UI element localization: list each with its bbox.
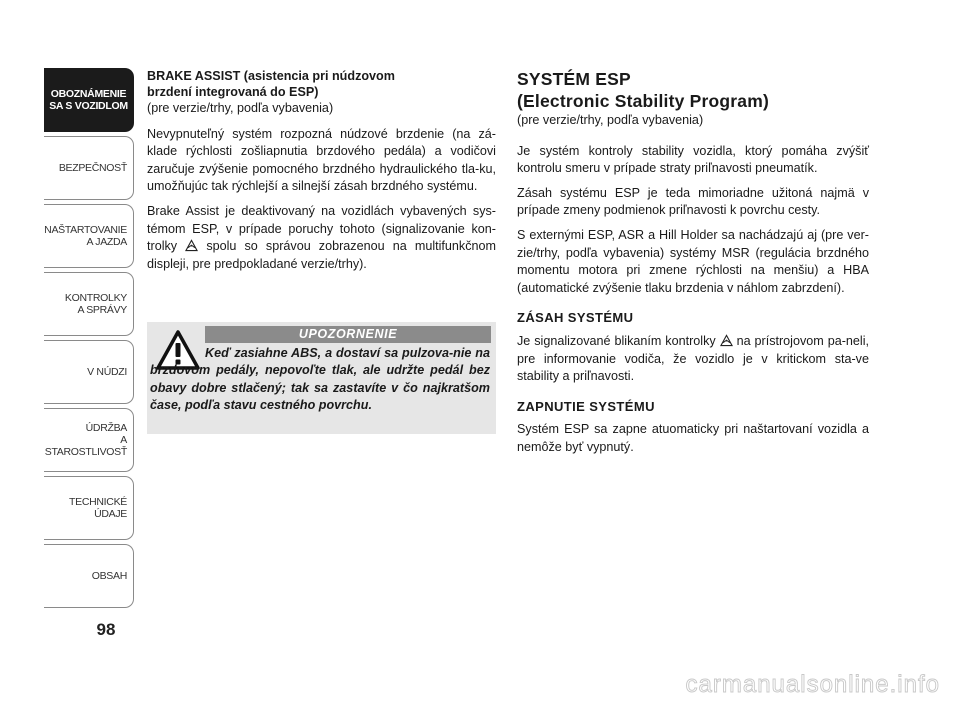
esp-paragraph-2: Zásah systému ESP je teda mimoriadne užitoná najmä v prípade zmeny podmienok priľnavosti k povrchu cesty.	[517, 185, 869, 218]
brake-assist-heading-line1: BRAKE ASSIST (asistencia pri núdzovom	[147, 69, 395, 83]
tab-label: ÚDRŽBA A STAROSTLIVOSŤ	[44, 422, 127, 458]
tab-label: NAŠTARTOVANIE A JAZDA	[44, 224, 127, 248]
tab-label: V NÚDZI	[87, 366, 127, 378]
watermark-text: carmanualsonline.info	[685, 671, 940, 698]
esp-note: (pre verzie/trhy, podľa vybavenia)	[517, 113, 704, 127]
section-text-zasah	[517, 333, 869, 386]
brake-assist-heading-line2: brzdení integrovaná do ESP)	[147, 85, 319, 99]
brake-assist-paragraph-2	[147, 203, 496, 273]
tab-technicke[interactable]	[44, 476, 134, 540]
paragraph-text: Je signalizované blikaním kontrolky	[517, 333, 716, 348]
brake-assist-paragraph-1: Nevypnuteľný systém rozpozná núdzové brzdenie (na zá-klade rýchlosti zošliapnutia brzdového pedála) a vodičovi zaručuje zvýšenie pomocného brzdného hydraulického tla-ku, umožňujúc tak rýchlejší a silnejší zásah brzdného systému.	[147, 126, 496, 194]
left-column	[147, 68, 496, 280]
esp-warning-light-icon	[185, 239, 198, 252]
right-column	[517, 68, 869, 464]
paragraph-text: spolu so správou zobrazenou na multifunkčnom displeji, pre predpokladané verzie/trhy).	[147, 239, 497, 271]
section-title-zasah: ZÁSAH SYSTÉMU	[517, 310, 634, 326]
paragraph-text: Brake Assist je deaktivovaný na vozidlách vybavených sys-témom ESP, v prípade poruchy tohoto (signalizovanie kon-trolky	[147, 203, 496, 254]
tab-nastartovanie[interactable]	[44, 204, 134, 268]
esp-title-line1: SYSTÉM ESP	[517, 69, 631, 89]
esp-warning-light-icon	[720, 334, 733, 347]
watermark	[562, 668, 942, 698]
section-text-zapnutie: Systém ESP sa zapne atuomaticky pri naštartovaní vozidla a nemôže byť vypnutý.	[517, 422, 869, 454]
tab-label: OBOZNÁMENIE SA S VOZIDLOM	[49, 88, 128, 112]
section-title-zapnutie: ZAPNUTIE SYSTÉMU	[517, 398, 655, 414]
tab-label: TECHNICKÉ ÚDAJE	[69, 496, 127, 520]
warning-box	[147, 322, 496, 434]
tab-kontrolky[interactable]	[44, 272, 134, 336]
tab-udrzba[interactable]	[44, 408, 134, 472]
tab-label: OBSAH	[91, 570, 127, 582]
esp-title-line2: (Electronic Stability Program)	[517, 91, 770, 111]
esp-paragraph-3: S externými ESP, ASR a Hill Holder sa nachádzajú aj (pre ver-zie/trhy, podľa vybavenia) systémy MSR (regulácia brzdného momentu motora pri zmene rýchlosti na menšiu) a HBA (automatické zvýšenie tlaku brzdenia v náhlom zabrzdení).	[517, 227, 869, 295]
tab-obsah[interactable]	[44, 544, 134, 608]
paragraph-text: na prístrojovom pa-neli, pre informovanie vodiča, že vozidlo je v kritickom sta-ve stability a priľnavosti.	[517, 333, 870, 384]
tab-bezpecnost[interactable]	[44, 136, 134, 200]
tab-v-nudzi[interactable]	[44, 340, 134, 404]
warning-title: UPOZORNENIE	[205, 326, 491, 343]
warning-text: Keď zasiahne ABS, a dostaví sa pulzova-nie na brzdovom pedály, nepovoľte tlak, ale udržte pedál bez obavy dobre stlačený; tak sa zastavíte v čo najkratšom čase, podľa stavu cestného povrchu.	[150, 346, 490, 413]
page-number: 98	[96, 620, 116, 639]
tab-label: BEZPEČNOSŤ	[58, 162, 127, 174]
esp-paragraph-1: Je systém kontroly stability vozidla, ktorý pomáha zvýšiť kontrolu smeru v prípade straty priľnavosti pneumatík.	[517, 143, 869, 176]
brake-assist-note: (pre verzie/trhy, podľa vybavenia)	[147, 101, 334, 115]
tab-oboznamenie[interactable]	[44, 68, 134, 132]
tab-label: KONTROLKY A SPRÁVY	[64, 292, 127, 316]
